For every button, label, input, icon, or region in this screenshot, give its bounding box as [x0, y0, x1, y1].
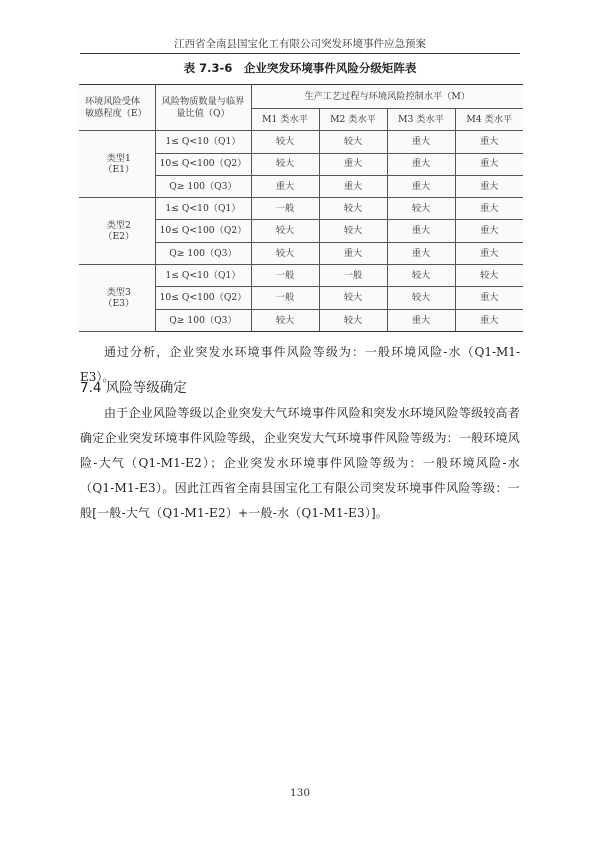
- q-range-cell: Q≥ 100（Q3）: [155, 242, 251, 264]
- q-range-cell: 1≤ Q<10（Q1）: [155, 131, 251, 153]
- risk-level-cell: 重大: [319, 175, 387, 197]
- risk-level-cell: 重大: [455, 309, 523, 331]
- table-row: [79, 265, 523, 287]
- risk-level-cell: 一般: [251, 265, 319, 287]
- q-range-cell: 1≤ Q<10（Q1）: [155, 265, 251, 287]
- risk-level-cell: 重大: [455, 242, 523, 264]
- risk-level-cell: 一般: [251, 287, 319, 309]
- col-header-m-group: 生产工艺过程与环境风险控制水平（M）: [251, 85, 523, 109]
- risk-level-cell: 较大: [387, 198, 455, 220]
- risk-level-cell: 重大: [455, 175, 523, 197]
- risk-level-cell: 重大: [387, 175, 455, 197]
- sensitivity-type-label: （E3）: [103, 298, 135, 310]
- col-header-q-line1: 风险物质数量与临界: [161, 96, 245, 108]
- risk-level-cell: 较大: [251, 220, 319, 242]
- risk-matrix-table: [79, 84, 523, 332]
- risk-matrix-table-wrap: [79, 84, 523, 332]
- col-header-m4: M4 类水平: [455, 109, 523, 131]
- risk-level-cell: 较大: [319, 220, 387, 242]
- risk-level-cell: 较大: [251, 131, 319, 153]
- risk-level-cell: 重大: [387, 242, 455, 264]
- col-header-m1: M1 类水平: [251, 109, 319, 131]
- risk-level-cell: 较大: [319, 131, 387, 153]
- risk-level-cell: 较大: [319, 309, 387, 331]
- risk-level-cell: 重大: [387, 153, 455, 175]
- analysis-paragraph: 通过分析，企业突发水环境事件风险等级为：一般环境风险-水（Q1-M1-E3）。: [80, 345, 520, 384]
- sensitivity-type-label: 类型3: [106, 286, 131, 298]
- col-header-q-line2: 量比值（Q）: [176, 107, 230, 119]
- sensitivity-type-label: （E2）: [103, 231, 135, 243]
- risk-level-cell: 较大: [387, 287, 455, 309]
- sensitivity-type-label: （E1）: [103, 164, 135, 176]
- col-header-m2: M2 类水平: [319, 109, 387, 131]
- table-row: [79, 131, 523, 153]
- risk-level-cell: 重大: [455, 220, 523, 242]
- risk-level-cell: 重大: [455, 198, 523, 220]
- q-range-cell: 10≤ Q<100（Q2）: [155, 220, 251, 242]
- risk-level-cell: 重大: [387, 309, 455, 331]
- risk-level-cell: 一般: [319, 265, 387, 287]
- col-header-e-line1: 环境风险受体: [85, 96, 141, 108]
- col-header-q: [155, 85, 251, 131]
- risk-level-cell: 一般: [251, 198, 319, 220]
- risk-level-cell: 较大: [319, 287, 387, 309]
- risk-level-cell: 重大: [455, 153, 523, 175]
- section-title: 7.4 风险等级确定: [80, 380, 187, 396]
- q-range-cell: Q≥ 100（Q3）: [155, 175, 251, 197]
- table-caption: 表 7.3-6 企业突发环境事件风险分级矩阵表: [183, 61, 417, 75]
- col-header-m3: M3 类水平: [387, 109, 455, 131]
- table-row: [79, 198, 523, 220]
- page-number: 130: [289, 787, 311, 799]
- risk-level-cell: 重大: [387, 131, 455, 153]
- risk-level-cell: 重大: [387, 220, 455, 242]
- risk-level-cell: 较大: [455, 265, 523, 287]
- q-range-cell: 10≤ Q<100（Q2）: [155, 153, 251, 175]
- risk-level-cell: 重大: [251, 175, 319, 197]
- q-range-cell: Q≥ 100（Q3）: [155, 309, 251, 331]
- page-header: 江西省全南县国宝化工有限公司突发环境事件应急预案: [174, 38, 426, 50]
- header-rule: [80, 53, 520, 54]
- risk-level-cell: 较大: [251, 242, 319, 264]
- risk-level-cell: 重大: [455, 131, 523, 153]
- risk-level-cell: 重大: [319, 153, 387, 175]
- risk-level-cell: 重大: [455, 287, 523, 309]
- sensitivity-type-cell: [79, 265, 155, 332]
- risk-level-cell: 较大: [251, 309, 319, 331]
- risk-level-cell: 重大: [319, 242, 387, 264]
- col-header-e-line2: 敏感程度（E）: [85, 107, 147, 119]
- q-range-cell: 10≤ Q<100（Q2）: [155, 287, 251, 309]
- conclusion-paragraph: 由于企业风险等级以企业突发大气环境事件风险和突发水环境风险等级较高者确定企业突发环境事件风险等级，企业突发大气环境事件风险等级为：一般环境风险-大气（Q1-M1-E2）；企业突发水环境事件风险等级为：一般环境风险-水（Q1-M1-E3）。因此江西省全南县国宝化工有限公司突发环境事件风险等级：一般[一般-大气（Q1-M1-E2）+一般-水（Q1-M1-E3）]。: [80, 406, 520, 520]
- risk-level-cell: 较大: [387, 265, 455, 287]
- sensitivity-type-cell: [79, 131, 155, 198]
- sensitivity-type-cell: [79, 198, 155, 265]
- risk-level-cell: 较大: [319, 198, 387, 220]
- risk-level-cell: 较大: [251, 153, 319, 175]
- q-range-cell: 1≤ Q<10（Q1）: [155, 198, 251, 220]
- sensitivity-type-label: 类型1: [106, 152, 131, 164]
- sensitivity-type-label: 类型2: [106, 219, 131, 231]
- col-header-e: [79, 85, 155, 131]
